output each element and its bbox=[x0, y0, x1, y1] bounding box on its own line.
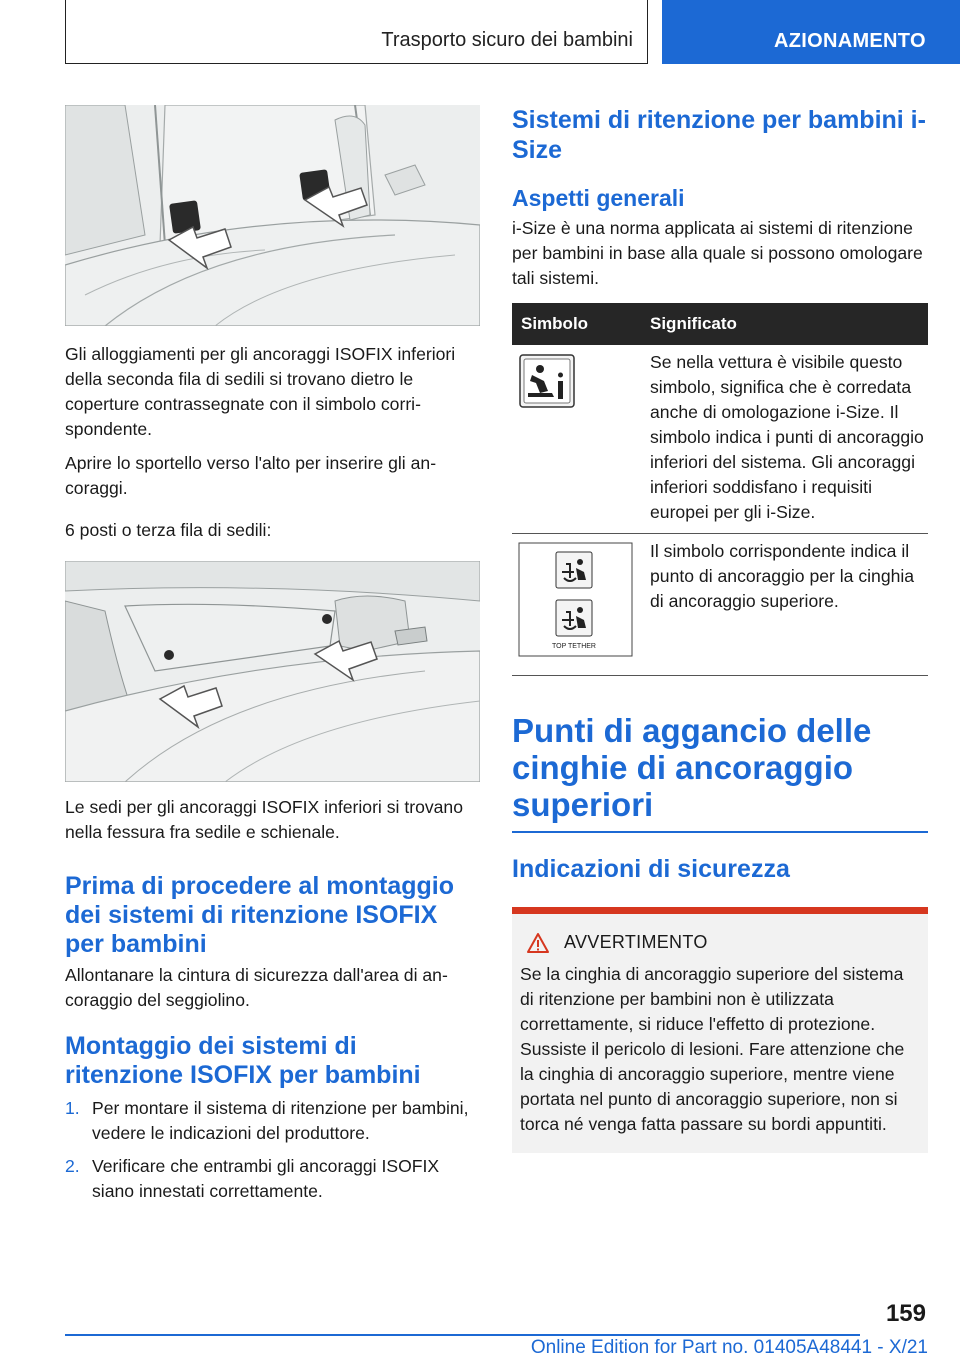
chapter-title: AZIONAMENTO bbox=[774, 30, 926, 52]
heading-isize: Sistemi di ritenzione per bambini i-Size bbox=[512, 106, 926, 164]
symbol-table bbox=[512, 303, 928, 676]
table-cell-meaning: Se nella vettura è visibile questo simbolo, significa che è corredata anche di omologazione i-Size. Il simbolo indica i punti di ancoraggio inferiori del sistema. Gli ancoraggi inferiori soddisfano i requisiti europei per gli i-Size. bbox=[640, 345, 928, 534]
table-header-meaning: Significato bbox=[640, 303, 928, 345]
footer-rule bbox=[65, 1334, 860, 1336]
warning-title: AVVERTIMENTO bbox=[564, 932, 708, 952]
table-header-symbol: Simbolo bbox=[512, 303, 640, 345]
isofix-second-row-photo bbox=[65, 105, 480, 326]
step-text: Verificare che entrambi gli ancoraggi ISOFIX siano innestati correttamente. bbox=[92, 1156, 440, 1201]
page-number: 159 bbox=[885, 1300, 926, 1327]
isofix-third-row-photo bbox=[65, 561, 480, 782]
para-third-row: 6 posti o terza fila di sedili: bbox=[65, 520, 272, 540]
warning-triangle-icon bbox=[526, 932, 550, 954]
table-row bbox=[512, 534, 928, 676]
table-header-row bbox=[512, 303, 928, 345]
header-chapter-box bbox=[662, 0, 960, 64]
mounting-steps bbox=[65, 1096, 480, 1204]
caption-isofix-third-row: Le sedi per gli ancoraggi ISOFIX inferiori si trovano nella fessura fra sedile e schienale. bbox=[65, 797, 464, 842]
heading-anchor-points: Punti di aggancio delle cinghie di ancoraggio superiori bbox=[512, 712, 872, 823]
left-column bbox=[65, 105, 480, 1212]
step-number: 2. bbox=[65, 1156, 80, 1176]
list-item bbox=[65, 1154, 480, 1204]
para-general: i-Size è una norma applicata ai sistemi di ritenzione per bambini in base alla quale si possono omologare tali sistemi. bbox=[512, 218, 923, 288]
heading-before-mounting: Prima di procedere al montaggio dei sistemi di ritenzione ISOFIX per bambini bbox=[65, 872, 454, 958]
step-text: Per montare il sistema di ritenzione per bambini, vedere le indicazioni del produttore. bbox=[92, 1098, 469, 1143]
top-tether-label: TOP TETHER bbox=[552, 643, 596, 650]
table-row bbox=[512, 345, 928, 534]
subheading-general: Aspetti generali bbox=[512, 185, 685, 211]
list-item bbox=[65, 1096, 480, 1146]
subheading-safety: Indicazioni di sicurezza bbox=[512, 854, 790, 883]
heading-mounting: Montaggio dei sistemi di ritenzione ISOFIX per bambini bbox=[65, 1032, 421, 1089]
section-title: Trasporto sicuro dei bambini bbox=[381, 29, 633, 51]
warning-header bbox=[526, 932, 920, 954]
table-cell-symbol bbox=[512, 534, 640, 676]
step-number: 1. bbox=[65, 1098, 80, 1118]
table-cell-symbol bbox=[512, 345, 640, 534]
caption-isofix-second-row: Gli alloggiamenti per gli ancoraggi ISOFIX inferiori della seconda fila di sedili si trovano dietro le coperture contrassegnate con il simbolo corrispondente. bbox=[65, 344, 456, 439]
warning-text: Se la cinghia di ancoraggio superiore del sistema di ritenzione per bambini non è utilizzata correttamente, si riduce l'effetto di protezione. Sussiste il pericolo di lesioni. Fare attenzione che la cinghia di ancoraggio superiore, mentre viene portata nel punto di ancoraggio superiore, non si torca né venga fatta passare su bordi appuntiti. bbox=[520, 963, 905, 1134]
para-before-mounting: Allontanare la cintura di sicurezza dall'area di ancoraggio del seggiolino. bbox=[65, 965, 448, 1010]
right-column bbox=[512, 105, 928, 1153]
table-cell-meaning: Il simbolo corrispondente indica il punto di ancoraggio per la cinghia di ancoraggio superiore. bbox=[640, 534, 928, 676]
para-open-flap: Aprire lo sportello verso l'alto per inserire gli ancoraggi. bbox=[65, 453, 437, 498]
warning-box bbox=[512, 907, 928, 1153]
heading-underline bbox=[512, 831, 928, 833]
top-tether-icon bbox=[518, 542, 634, 658]
footer-edition: Online Edition for Part no. 01405A48441 - X/21 bbox=[530, 1337, 928, 1358]
header-section-box bbox=[65, 0, 648, 64]
isize-child-seat-icon bbox=[518, 353, 578, 413]
